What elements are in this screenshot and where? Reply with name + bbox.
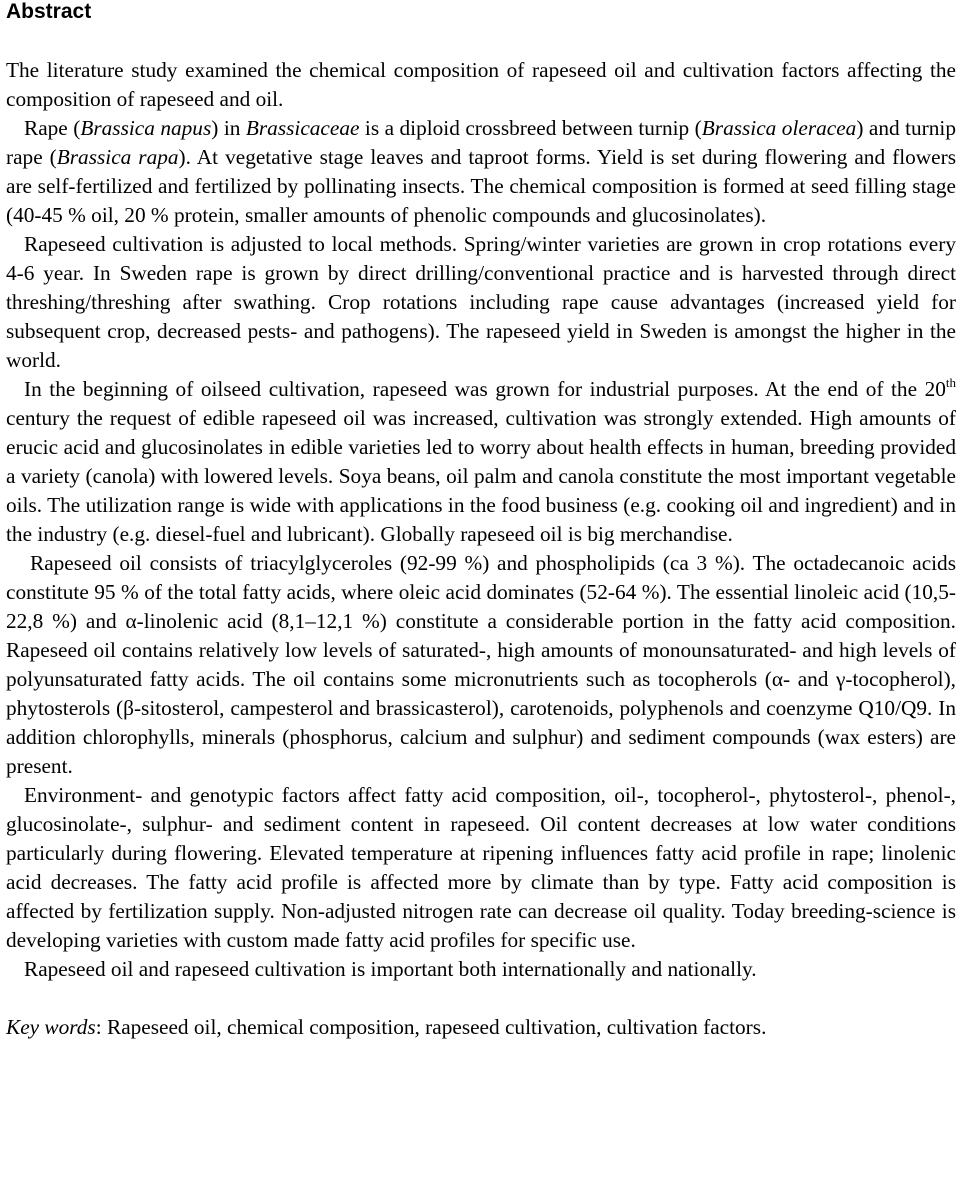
paragraph-text: Rapeseed cultivation is adjusted to local methods. Spring/winter varieties are grown in crop rotations every 4-6 year. In Sweden rape is grown by direct drilling/conventional practice and is harvested through direct threshing/threshing after swathing. Crop rotations including rape cause advantages (increased yield for subsequent crop, decreased pests- and pathogens). The rapeseed yield in Sweden is amongst the higher in the world. [6, 232, 956, 372]
italic-term: Brassica oleracea [701, 116, 857, 140]
paragraph-text: Rape ( [24, 116, 81, 140]
abstract-paragraph [6, 781, 956, 955]
paragraph-text: Rapeseed oil and rapeseed cultivation is important both internationally and nationally. [24, 957, 757, 981]
paragraph-text: In the beginning of oilseed cultivation, rapeseed was grown for industrial purposes. At the end of the 20 [24, 377, 946, 401]
document-page [6, 0, 956, 1063]
keywords-label: Key words [6, 1015, 96, 1039]
abstract-heading: Abstract [6, 0, 92, 23]
paragraph-text: The literature study examined the chemical composition of rapeseed oil and cultivation factors affecting the composition of rapeseed and oil. [6, 58, 956, 111]
paragraph-text: is a diploid crossbreed between turnip ( [359, 116, 702, 140]
abstract-paragraph [6, 56, 956, 114]
paragraph-text: ) in [211, 116, 246, 140]
italic-term: Brassica rapa [56, 145, 179, 169]
keywords-separator: : [95, 1015, 107, 1039]
paragraph-text: ) and turnip rape ( [6, 116, 956, 169]
abstract-paragraph [6, 375, 956, 549]
italic-term: Brassicaceae [245, 116, 360, 140]
paragraph-text: Environment- and genotypic factors affect fatty acid composition, oil-, tocopherol-, phytosterol-, phenol-, glucosinolate-, sulphur- and sediment content in rapeseed. Oil content decreases at low water conditions particularly during flowering. Elevated temperature at ripening influences fatty acid profile in rape; linolenic acid decreases. The fatty acid profile is affected more by climate than by type. Fatty acid composition is affected by fertilization supply. Non-adjusted nitrogen rate can decrease oil quality. Today breeding-science is developing varieties with custom made fatty acid profiles for specific use. [6, 783, 956, 952]
italic-term: Brassica napus [80, 116, 212, 140]
keywords-line [6, 1013, 956, 1042]
abstract-paragraph [6, 230, 956, 375]
superscript: th [945, 375, 956, 390]
abstract-paragraph [6, 114, 956, 230]
paragraph-text: Rapeseed oil consists of triacylglyceroles (92-99 %) and phospholipids (ca 3 %). The octadecanoic acids constitute 95 % of the total fatty acids, where oleic acid dominates (52-64 %). The essential linoleic acid (10,5-22,8 %) and α-linolenic acid (8,1–12,1 %) constitute a considerable portion in the fatty acid composition. Rapeseed oil contains relatively low levels of saturated-, high amounts of monounsaturated- and high levels of polyunsaturated fatty acids. The oil contains some micronutrients such as tocopherols (α- and γ-tocopherol), phytosterols (β-sitosterol, campesterol and brassicasterol), carotenoids, polyphenols and coenzyme Q10/Q9. In addition chlorophylls, minerals (phosphorus, calcium and sulphur) and sediment compounds (wax esters) are present. [6, 551, 956, 778]
abstract-body [6, 56, 956, 984]
paragraph-text: century the request of edible rapeseed oil was increased, cultivation was strongly extended. High amounts of erucic acid and glucosinolates in edible varieties led to worry about health effects in human, breeding provided a variety (canola) with lowered levels. Soya beans, oil palm and canola constitute the most important vegetable oils. The utilization range is wide with applications in the food business (e.g. cooking oil and ingredient) and in the industry (e.g. diesel-fuel and lubricant). Globally rapeseed oil is big merchandise. [6, 406, 956, 546]
keywords-text: Rapeseed oil, chemical composition, rapeseed cultivation, cultivation factors. [106, 1015, 767, 1039]
abstract-paragraph [6, 955, 956, 984]
paragraph-text: ). At vegetative stage leaves and taproot forms. Yield is set during flowering and flowers are self-fertilized and fertilized by pollinating insects. The chemical composition is formed at seed filling stage (40-45 % oil, 20 % protein, smaller amounts of phenolic compounds and glucosinolates). [6, 145, 956, 227]
abstract-paragraph [6, 549, 956, 781]
